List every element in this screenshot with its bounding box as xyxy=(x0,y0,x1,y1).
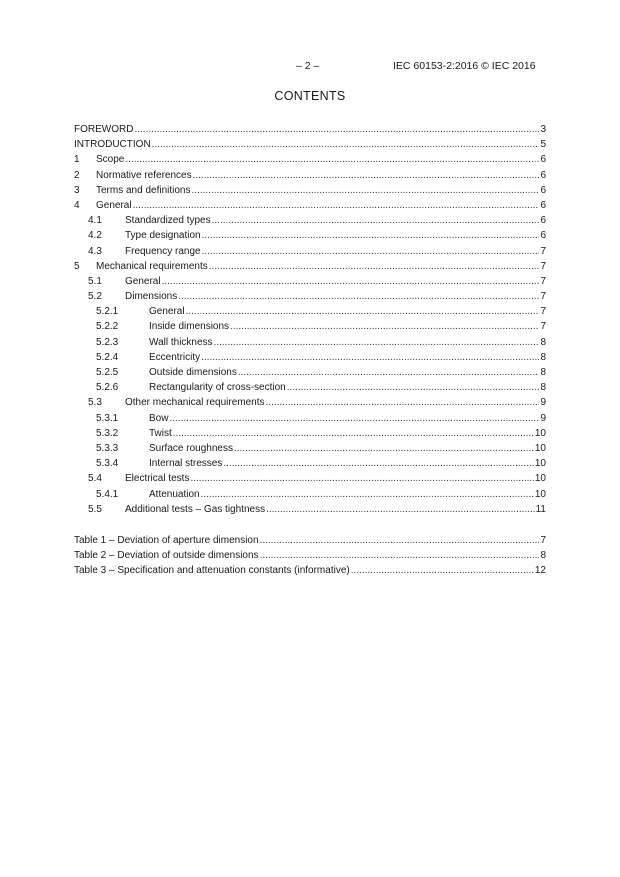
leader-dots xyxy=(202,244,540,259)
toc-entry-number: 4 xyxy=(74,199,80,211)
toc-entry-number: 5.4 xyxy=(88,473,102,485)
leader-dots xyxy=(230,319,539,334)
leader-dots xyxy=(266,502,535,517)
toc-entry[interactable] xyxy=(74,289,546,304)
toc-entry-title: Type designation xyxy=(125,230,201,242)
page-number: – 2 – xyxy=(296,60,320,72)
toc-entry[interactable] xyxy=(74,122,546,137)
table-entry-title: Table 3 – Specification and attenuation constants (informative) xyxy=(74,565,350,577)
toc-entry-number: 5.2.4 xyxy=(96,351,119,363)
toc-entry-title: Rectangularity of cross-section xyxy=(149,382,286,394)
toc-entry-page: 7 xyxy=(540,260,546,272)
toc-entry[interactable] xyxy=(74,487,546,502)
table-entry-page: 8 xyxy=(540,550,546,562)
table-of-contents xyxy=(74,122,546,578)
toc-entry-title: FOREWORD xyxy=(74,124,134,135)
toc-entry-number: 3 xyxy=(74,184,80,196)
toc-entry[interactable] xyxy=(74,441,546,456)
table-entry-page: 12 xyxy=(534,565,546,577)
toc-entry-title: Frequency range xyxy=(125,245,201,257)
toc-entry-page: 11 xyxy=(535,503,546,515)
leader-dots xyxy=(212,213,540,228)
toc-entry-number: 1 xyxy=(74,154,80,166)
toc-entry-number: 4.3 xyxy=(88,245,102,257)
toc-entry-number: 5.2.1 xyxy=(96,306,119,318)
toc-entry-title: Internal stresses xyxy=(149,458,223,470)
leader-dots xyxy=(173,426,534,441)
toc-entry-page: 7 xyxy=(540,321,546,333)
toc-entry-number: 5.3.4 xyxy=(96,458,119,470)
leader-dots xyxy=(209,259,540,274)
toc-entry[interactable] xyxy=(74,426,546,441)
toc-entry-title: Attenuation xyxy=(149,488,200,500)
toc-entry-title: INTRODUCTION xyxy=(74,139,151,151)
toc-entry[interactable] xyxy=(74,259,546,274)
table-entry-title: Table 2 – Deviation of outside dimensions xyxy=(74,550,259,562)
leader-dots xyxy=(152,137,540,152)
toc-entry-page: 6 xyxy=(540,199,546,211)
leader-dots xyxy=(260,548,540,563)
toc-entry-number: 4.2 xyxy=(88,230,102,242)
leader-dots xyxy=(162,274,540,289)
toc-entry[interactable] xyxy=(74,350,546,365)
toc-entry-number: 5.3.3 xyxy=(96,442,119,454)
leader-dots xyxy=(214,335,540,350)
toc-entry[interactable] xyxy=(74,198,546,213)
toc-entry[interactable] xyxy=(74,411,546,426)
toc-entry[interactable] xyxy=(74,228,546,243)
table-list-entry[interactable] xyxy=(74,548,546,563)
toc-entry[interactable] xyxy=(74,213,546,228)
toc-entry-page: 6 xyxy=(540,215,546,227)
document-reference: IEC 60153-2:2016 © IEC 2016 xyxy=(393,60,536,72)
toc-entry-page: 8 xyxy=(540,351,546,363)
table-list-entry[interactable] xyxy=(74,563,546,578)
toc-entry-number: 5.3 xyxy=(88,397,102,409)
toc-entry-page: 7 xyxy=(540,306,546,318)
toc-entry-page: 7 xyxy=(540,245,546,257)
toc-entry-page: 10 xyxy=(534,442,546,454)
toc-entry[interactable] xyxy=(74,274,546,289)
toc-entry[interactable] xyxy=(74,380,546,395)
toc-entry[interactable] xyxy=(74,319,546,334)
leader-dots xyxy=(202,228,540,243)
leader-dots xyxy=(133,198,540,213)
toc-entry-page: 10 xyxy=(534,427,546,439)
toc-entry[interactable] xyxy=(74,137,546,152)
toc-entry-title: Surface roughness xyxy=(149,442,233,454)
toc-entry-number: 5.4.1 xyxy=(96,488,119,500)
toc-entry-number: 4.1 xyxy=(88,215,102,227)
leader-dots xyxy=(234,441,534,456)
toc-entry-number: 5.2.2 xyxy=(96,321,119,333)
toc-entry-number: 5.1 xyxy=(88,275,102,287)
toc-entry-title: Eccentricity xyxy=(149,351,201,363)
toc-entry-page: 8 xyxy=(540,336,546,348)
toc-entry-page: 10 xyxy=(534,488,546,500)
toc-entry-number: 5.2 xyxy=(88,291,102,303)
toc-entry-title: Standardized types xyxy=(125,215,211,227)
toc-entry-title: Outside dimensions xyxy=(149,367,237,378)
toc-entry-title: General xyxy=(125,275,161,287)
toc-entry-page: 9 xyxy=(540,397,546,409)
toc-entry[interactable] xyxy=(74,502,546,517)
toc-entry[interactable] xyxy=(74,304,546,319)
leader-dots xyxy=(238,365,540,380)
toc-entry-title: Scope xyxy=(96,154,125,166)
leader-dots xyxy=(178,289,539,304)
toc-entry-number: 5.2.3 xyxy=(96,336,119,348)
leader-dots xyxy=(266,395,540,410)
toc-entry-title: Terms and definitions xyxy=(96,184,191,196)
leader-dots xyxy=(260,533,540,548)
table-list-entry[interactable] xyxy=(74,533,546,548)
leader-dots xyxy=(201,487,534,502)
toc-entry[interactable] xyxy=(74,471,546,486)
leader-dots xyxy=(287,380,540,395)
toc-entry[interactable] xyxy=(74,183,546,198)
toc-entry-page: 6 xyxy=(540,154,546,166)
toc-entry-number: 5.5 xyxy=(88,503,102,515)
leader-dots xyxy=(201,350,539,365)
toc-entry-title: Twist xyxy=(149,427,172,439)
leader-dots xyxy=(186,304,540,319)
toc-entry-page: 10 xyxy=(534,473,546,485)
toc-entry-title: Electrical tests xyxy=(125,473,190,485)
leader-dots xyxy=(169,411,539,426)
toc-entry[interactable] xyxy=(74,168,546,183)
leader-dots xyxy=(223,456,534,471)
section-gap xyxy=(74,517,546,533)
toc-entry-page: 7 xyxy=(540,291,546,303)
toc-entry-page: 8 xyxy=(540,367,546,378)
toc-entry[interactable] xyxy=(74,456,546,471)
toc-entry-title: Normative references xyxy=(96,169,192,181)
toc-entry[interactable] xyxy=(74,365,546,380)
toc-entry-number: 5.2.5 xyxy=(96,367,119,378)
toc-entry[interactable] xyxy=(74,244,546,259)
toc-entry[interactable] xyxy=(74,335,546,350)
toc-entry-title: Other mechanical requirements xyxy=(125,397,265,409)
table-entry-page: 7 xyxy=(540,534,546,546)
toc-entry-page: 5 xyxy=(540,139,546,151)
toc-entry-page: 9 xyxy=(540,412,546,424)
toc-entry-number: 5.3.2 xyxy=(96,427,119,439)
toc-entry-number: 5.2.6 xyxy=(96,382,119,394)
toc-entry-number: 5.3.1 xyxy=(96,412,119,424)
table-entry-title: Table 1 – Deviation of aperture dimension xyxy=(74,534,259,546)
toc-entry-title: Wall thickness xyxy=(149,336,213,348)
toc-entry-page: 6 xyxy=(540,169,546,181)
toc-entry-number: 2 xyxy=(74,169,80,181)
toc-entry-page: 8 xyxy=(540,382,546,394)
toc-entry-title: General xyxy=(96,199,132,211)
toc-entry-page: 3 xyxy=(540,124,546,135)
leader-dots xyxy=(125,152,539,167)
toc-entry[interactable] xyxy=(74,152,546,167)
leader-dots xyxy=(192,183,540,198)
toc-entry-title: General xyxy=(149,306,185,318)
toc-entry-title: Inside dimensions xyxy=(149,321,230,333)
toc-entry-page: 10 xyxy=(534,458,546,470)
contents-title: CONTENTS xyxy=(274,89,346,103)
toc-entry[interactable] xyxy=(74,395,546,410)
leader-dots xyxy=(351,563,534,578)
toc-entry-title: Bow xyxy=(149,412,169,424)
toc-entry-title: Mechanical requirements xyxy=(96,260,208,272)
toc-entry-page: 6 xyxy=(540,230,546,242)
toc-entry-page: 7 xyxy=(540,275,546,287)
toc-entry-title: Dimensions xyxy=(125,291,178,303)
leader-dots xyxy=(134,122,539,137)
leader-dots xyxy=(190,471,533,486)
leader-dots xyxy=(193,168,540,183)
toc-entry-title: Additional tests – Gas tightness xyxy=(125,503,266,515)
toc-entry-number: 5 xyxy=(74,260,80,272)
toc-entry-page: 6 xyxy=(540,184,546,196)
